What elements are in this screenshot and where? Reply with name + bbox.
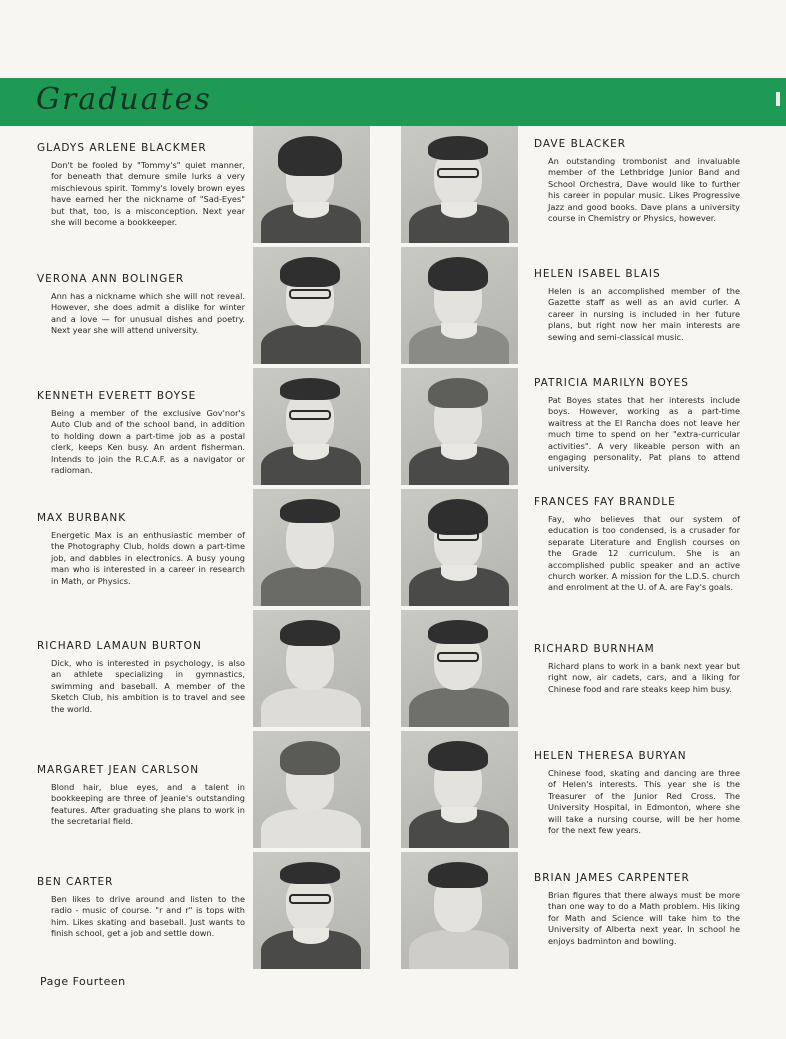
graduate-bio: Chinese food, skating and dancing are three of Helen's interests. This year she is the Treasurer of the Junior Red Cross. The University Hospital, in Edmonton, where she will take a nursing course, will be her home for the next few years.	[548, 768, 740, 836]
graduate-bio: Don't be fooled by "Tommy's" quiet manner, for beneath that demure smile lurks a very mischievous spirit. Tommy's lovely brown eyes have earned her the nickname of "Sad-Eyes" but that, too, is a misconception. Next year she will become a bookkeeper.	[51, 160, 245, 228]
graduate-bio: Dick, who is interested in psychology, is also an athlete specializing in gymnastics, swimming and baseball. A member of the Sketch Club, his ambition is to travel and see the world.	[51, 658, 245, 714]
graduate-photo	[253, 731, 370, 848]
graduate-name: DAVE BLACKER	[534, 138, 627, 150]
graduate-name: MAX BURBANK	[37, 512, 127, 524]
graduate-bio: Richard plans to work in a bank next year but right now, air cadets, cars, and a liking for Chinese food and rare steaks keep him busy.	[548, 661, 740, 694]
graduate-name: RICHARD BURNHAM	[534, 643, 655, 655]
graduate-entry	[37, 640, 245, 715]
graduate-name: MARGARET JEAN CARLSON	[37, 764, 200, 776]
graduate-photo	[401, 852, 518, 969]
page-number: Page Fourteen	[40, 975, 126, 988]
graduate-photo	[401, 368, 518, 485]
graduate-entry	[534, 377, 740, 475]
graduate-photo	[401, 126, 518, 243]
graduate-photo	[253, 852, 370, 969]
graduate-bio: Energetic Max is an enthusiastic member of the Photography Club, holds down a part-time job, and dabbles in electronics. A busy young man who is interested in a career in research in Math, or Physics.	[51, 530, 245, 586]
graduate-name: KENNETH EVERETT BOYSE	[37, 390, 197, 402]
graduate-bio: Fay, who believes that our system of education is too condensed, is a crusader for separate Literature and English courses on the Grade 12 curriculum. She is an accomplished public speaker and an active church worker. A mission for the L.D.S. church and enrolment at the U. of A. are Fay's goals.	[548, 514, 740, 593]
graduate-bio: Helen is an accomplished member of the Gazette staff as well as an avid curler. A career in nursing is included in her future plans, but right now her main interests are sewing and semi-classical music.	[548, 286, 740, 342]
graduate-photo	[253, 489, 370, 606]
graduate-entry	[37, 764, 245, 828]
graduate-photo	[401, 247, 518, 364]
graduate-photo	[401, 731, 518, 848]
graduate-name: RICHARD LAMAUN BURTON	[37, 640, 202, 652]
graduate-bio: An outstanding trombonist and invaluable member of the Lethbridge Junior Band and School Orchestra, Dave would like to further his career in popular music. Likes Progressive Jazz and good books. Dave plans a university course in Chemistry or Physics, however.	[548, 156, 740, 224]
graduate-bio: Brian figures that there always must be more than one way to do a Math problem. His liking for Math and Science will take him to the University of Alberta next year. In school he enjoys badminton and bowling.	[548, 890, 740, 946]
graduate-photo	[253, 126, 370, 243]
graduate-name: BRIAN JAMES CARPENTER	[534, 872, 690, 884]
graduate-name: GLADYS ARLENE BLACKMER	[37, 142, 207, 154]
graduate-entry	[534, 750, 740, 836]
graduate-entry	[37, 142, 245, 228]
graduate-name: PATRICIA MARILYN BOYES	[534, 377, 689, 389]
graduate-photo	[253, 368, 370, 485]
graduate-entry	[534, 496, 740, 594]
graduate-entry	[534, 268, 740, 343]
graduate-entry	[534, 872, 740, 947]
graduate-photo	[253, 610, 370, 727]
graduate-photo	[401, 489, 518, 606]
graduate-name: BEN CARTER	[37, 876, 114, 888]
section-title: Graduates	[36, 82, 212, 117]
graduate-entry	[534, 138, 740, 224]
graduate-entry	[37, 512, 245, 587]
graduate-bio: Being a member of the exclusive Gov'nor's Auto Club and of the school band, in addition to holding down a part-time job as a postal clerk, keeps Ken busy. An ardent fisherman. Intends to join the R.C.A.F. as a navigator or radioman.	[51, 408, 245, 476]
graduate-photo	[253, 247, 370, 364]
graduate-name: VERONA ANN BOLINGER	[37, 273, 185, 285]
graduate-entry	[534, 643, 740, 695]
graduate-entry	[37, 390, 245, 476]
graduate-bio: Blond hair, blue eyes, and a talent in bookkeeping are three of Jeanie's outstanding features. After graduating she plans to work in the secretarial field.	[51, 782, 245, 827]
graduate-bio: Pat Boyes states that her interests include boys. However, working as a part-time waitress at the El Rancha does not leave her much time to spend on her "extra-curricular activities". A very likeable person with an engaging personality, Pat plans to attend university.	[548, 395, 740, 474]
graduate-entry	[37, 876, 245, 940]
graduate-name: FRANCES FAY BRANDLE	[534, 496, 676, 508]
graduate-bio: Ben likes to drive around and listen to the radio - music of course. "r and r" is tops with him. Likes skating and baseball. Just wants to finish school, get a job and settle down.	[51, 894, 245, 939]
graduate-bio: Ann has a nickname which she will not reveal. However, she does admit a dislike for winter and a love — for unusual dishes and poetry. Next year she will attend university.	[51, 291, 245, 336]
section-banner	[0, 78, 786, 126]
banner-edge-mark	[776, 92, 780, 106]
graduate-name: HELEN THERESA BURYAN	[534, 750, 687, 762]
graduate-name: HELEN ISABEL BLAIS	[534, 268, 661, 280]
graduate-photo	[401, 610, 518, 727]
graduate-entry	[37, 273, 245, 337]
